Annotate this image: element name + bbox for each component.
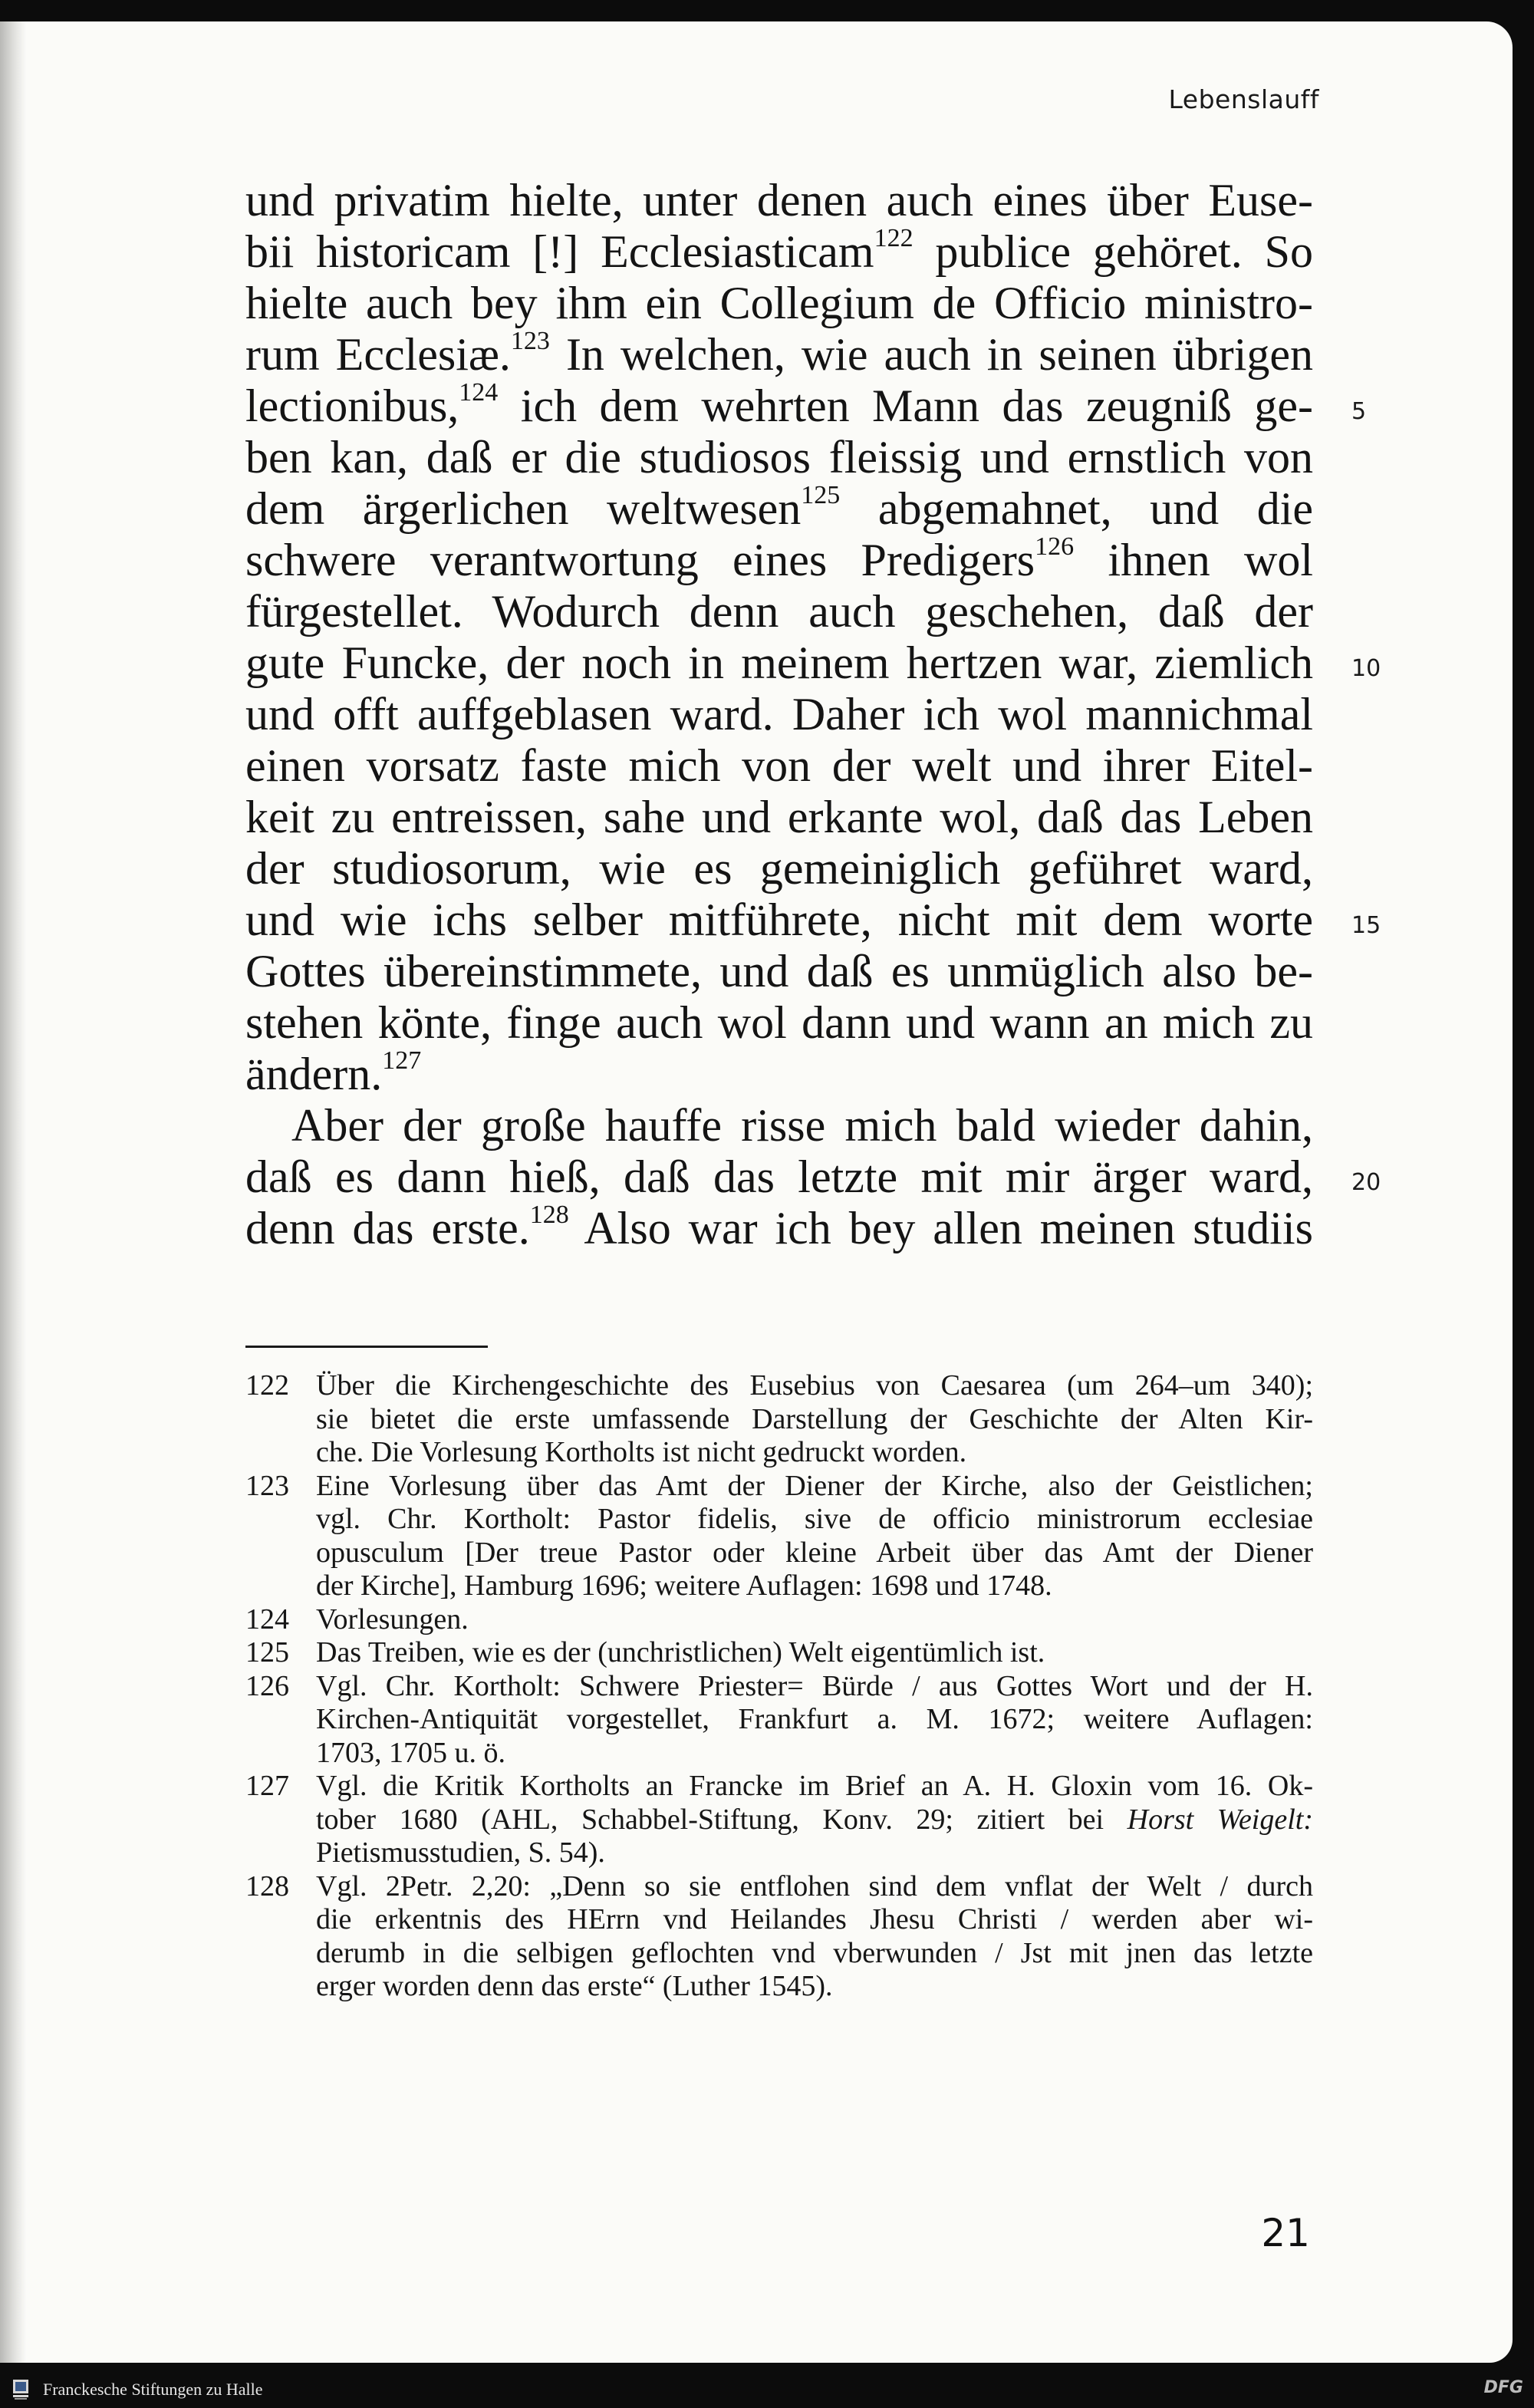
footnote	[245, 1770, 1313, 1870]
footnote-line: Das Treiben, wie es der (unchristlichen) Welt eigentümlich ist.	[316, 1636, 1045, 1668]
text-line: daß es dann hieß, daß das letzte mit mir ärger ward,	[245, 1151, 1313, 1202]
line-number: 5	[1351, 398, 1367, 425]
footnote-number: 128	[245, 1869, 289, 1902]
page-spine-shadow	[0, 21, 26, 2363]
line-number: 10	[1351, 655, 1381, 682]
footnote-line: Vgl. Chr. Kortholt: Schwere Priester= Bürde / aus Gottes Wort und der H.	[316, 1669, 1313, 1702]
footnote-number: 122	[245, 1369, 289, 1402]
footnote-separator	[245, 1346, 488, 1348]
text-line: Gottes übereinstimmete, und daß es unmüglich also be-	[245, 946, 1313, 996]
footnote	[245, 1603, 1313, 1637]
text-line: und privatim hielte, unter denen auch eines über Euse-	[245, 175, 1313, 226]
foundation-logo-icon	[11, 2378, 31, 2401]
footnote-line: Kirchen-Antiquität vorgestellet, Frankfurt a. M. 1672; weitere Auflagen:	[316, 1703, 1313, 1735]
footnote	[245, 1369, 1313, 1470]
footnote-number: 127	[245, 1770, 289, 1802]
page-number: 21	[1261, 2211, 1310, 2255]
footnote-ref: 125	[801, 481, 841, 509]
footnote-line: Eine Vorlesung über das Amt der Diener der Kirche, also der Geistlichen;	[316, 1469, 1313, 1502]
footnote-line: der Kirche], Hamburg 1696; weitere Auflagen: 1698 und 1748.	[316, 1570, 1052, 1602]
footnote-ref: 124	[459, 378, 499, 407]
footnote-line: 1703, 1705 u. ö.	[316, 1736, 505, 1769]
text-line: denn das erste.$^{128}$ Also war ich bey allen meinen studiis	[245, 1201, 1313, 1253]
main-text	[245, 175, 1313, 1254]
footnote-number: 126	[245, 1669, 289, 1702]
dfg-logo: DFG	[1483, 2378, 1523, 2397]
footnote-ref: 122	[874, 224, 913, 252]
text-line: schwere verantwortung eines Predigers$^{126}$ ihnen wol	[245, 532, 1314, 585]
text-line: keit zu entreissen, sahe und erkante wol, daß das Leben	[245, 792, 1313, 842]
footnote-line: tober 1680 (AHL, Schabbel-Stiftung, Konv. 29; zitiert bei Horst Weigelt:	[316, 1803, 1313, 1836]
text-line: und offt auffgeblasen ward. Daher ich wol mannichmal	[245, 689, 1313, 740]
text-line: gute Funcke, der noch in meinem hertzen war, ziemlich	[245, 637, 1313, 688]
footnote-ref: 123	[510, 327, 550, 355]
footnote-line: die erkentnis des HErrn vnd Heilandes Jhesu Christi / werden aber wi-	[316, 1903, 1313, 1935]
text-line: rum Ecclesiæ.$^{123}$ In welchen, wie auch in seinen übrigen	[245, 327, 1314, 380]
text-line: Aber der große hauffe risse mich bald wieder dahin,	[291, 1100, 1313, 1151]
line-number: 20	[1351, 1169, 1381, 1196]
footer-institution-text: Franckesche Stiftungen zu Halle	[43, 2380, 263, 2399]
footnote-line: che. Die Vorlesung Kortholts ist nicht gedruckt worden.	[316, 1436, 967, 1468]
text-line: dem ärgerlichen weltwesen$^{125}$ abgemahnet, und die	[245, 481, 1313, 534]
footnote	[245, 1470, 1313, 1603]
text-line: bii historicam [!] Ecclesiasticam$^{122}$ publice gehöret. So	[245, 224, 1313, 277]
footnote-ref: 128	[529, 1201, 569, 1229]
footnote-line: sie bietet die erste umfassende Darstellung der Geschichte der Alten Kir-	[316, 1402, 1313, 1435]
text-line: lectionibus,$^{124}$ ich dem wehrten Mann das zeugniß ge-	[245, 378, 1313, 431]
text-line: hielte auch bey ihm ein Collegium de Officio ministro-	[245, 278, 1313, 328]
text-line: ben kan, daß er die studiosos fleissig und ernstlich von	[245, 432, 1313, 483]
footnote-number: 125	[245, 1636, 289, 1668]
footnote-line: Vgl. die Kritik Kortholts an Francke im Brief an A. H. Gloxin vom 16. Ok-	[316, 1770, 1313, 1802]
scan-footer	[0, 2370, 1534, 2408]
footnote-number: 124	[245, 1603, 289, 1636]
footnote-ref: 126	[1035, 532, 1075, 561]
footnote-ref: 127	[382, 1046, 422, 1075]
footnote-line: opusculum [Der treue Pastor oder kleine Arbeit über das Amt der Diener	[316, 1536, 1313, 1569]
footnotes	[245, 1369, 1313, 2004]
author-name: Horst Weigelt:	[1127, 1803, 1313, 1836]
book-page	[0, 21, 1513, 2363]
running-header: Lebenslauff	[1168, 84, 1319, 114]
text-line: ändern.$^{127}$	[245, 1046, 422, 1099]
footnote	[245, 1870, 1313, 2004]
text-line: einen vorsatz faste mich von der welt und ihrer Eitel-	[245, 740, 1313, 791]
footnote-line: vgl. Chr. Kortholt: Pastor fidelis, sive de officio ministrorum ecclesiae	[316, 1503, 1313, 1535]
footnote	[245, 1636, 1313, 1670]
footnote-line: erger worden denn das erste“ (Luther 1545).	[316, 1970, 833, 2002]
footnote-line: Vgl. 2Petr. 2,20: „Denn so sie entflohen sind dem vnflat der Welt / durch	[316, 1869, 1313, 1902]
footnote-line: Über die Kirchengeschichte des Eusebius von Caesarea (um 264–um 340);	[316, 1369, 1313, 1402]
footnote-number: 123	[245, 1469, 289, 1502]
text-line: stehen könte, finge auch wol dann und wann an mich zu	[245, 997, 1313, 1048]
text-line: fürgestellet. Wodurch denn auch geschehen, daß der	[245, 586, 1313, 637]
text-line: der studiosorum, wie es gemeiniglich geführet ward,	[245, 843, 1313, 894]
footnote-line: Pietismusstudien, S. 54).	[316, 1836, 605, 1869]
footnote	[245, 1670, 1313, 1771]
line-number: 15	[1351, 912, 1381, 939]
footnote-line: derumb in die selbigen geflochten vnd vberwunden / Jst mit jnen das letzte	[316, 1936, 1313, 1969]
text-line: und wie ichs selber mitführete, nicht mit dem worte	[245, 894, 1313, 945]
footnote-line: Vorlesungen.	[316, 1603, 469, 1636]
